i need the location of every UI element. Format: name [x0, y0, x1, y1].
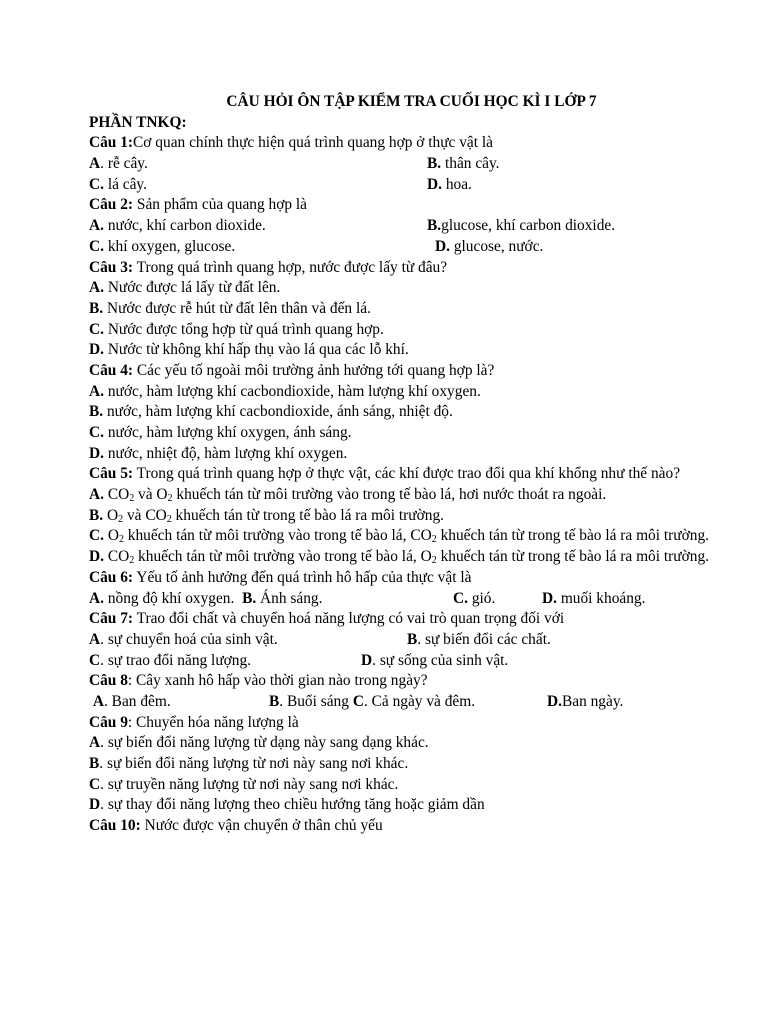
- option-a: [89, 382, 728, 403]
- option-text: khuếch tán từ môi trường vào trong tế bào lá, hơi nước thoát ra ngoài.: [172, 486, 607, 504]
- question-text: Yếu tố ảnh hưởng đến quá trình hô hấp của thực vật là: [133, 568, 472, 586]
- option-text: . sự biến đổi các chất.: [417, 630, 551, 648]
- option-label: A: [89, 734, 101, 752]
- option-text: Nước được tổng hợp từ quá trình quang hợp.: [103, 320, 384, 338]
- option-text: . sự trao đổi năng lượng.: [100, 651, 252, 669]
- option-a: [89, 693, 171, 710]
- q7-options-cd: [89, 651, 728, 672]
- option-label: B.: [427, 155, 442, 173]
- q1-options-ab: [89, 154, 728, 175]
- option-label: C.: [89, 424, 104, 441]
- option-label: D.: [89, 444, 104, 462]
- question-text: Sản phẩm của quang hợp là: [133, 196, 308, 214]
- option-c: [89, 423, 728, 444]
- option-d: [89, 795, 728, 816]
- option-text: O: [103, 506, 119, 524]
- option-label: A.: [89, 486, 104, 504]
- option-text: lá cây.: [103, 175, 147, 193]
- question-6: [89, 568, 728, 589]
- option-text: . sự biến đổi năng lượng từ dạng này sang dạng khác.: [100, 734, 429, 752]
- question-label: Câu 4:: [89, 361, 134, 379]
- section-heading: [89, 113, 728, 134]
- option-text: . Buổi sáng: [279, 693, 353, 711]
- option-text: hoa.: [441, 175, 472, 193]
- question-text: Nước được vận chuyển ở thân chủ yếu: [140, 817, 383, 835]
- option-text: và O: [134, 486, 168, 504]
- option-label: C.: [89, 175, 104, 193]
- option-label: C.: [89, 237, 104, 255]
- option-label: A.: [89, 382, 104, 400]
- option-label: A.: [89, 589, 104, 607]
- option-text: glucose, nước.: [449, 237, 544, 255]
- option-a: [89, 278, 728, 299]
- option-a: [89, 217, 266, 234]
- option-a: [89, 485, 728, 506]
- option-label: B.: [242, 589, 257, 607]
- question-label: Câu 7:: [89, 610, 134, 628]
- option-a: [89, 590, 234, 607]
- option-b: [89, 506, 728, 527]
- q2-options-cd: [89, 237, 728, 258]
- question-text: Trong quá trình quang hợp, nước được lấy từ đâu?: [133, 258, 448, 276]
- q7-options-ab: [89, 630, 728, 651]
- option-d: [361, 651, 508, 672]
- option-text: khuếch tán từ trong tế bào lá ra môi trường.: [436, 527, 710, 545]
- q8-options: [89, 692, 728, 713]
- question-label: Câu 8: [89, 672, 128, 690]
- option-a: [89, 631, 278, 648]
- option-label: A: [89, 155, 101, 173]
- option-text: CO: [103, 486, 130, 504]
- option-b: [89, 754, 728, 775]
- question-2: [89, 195, 728, 216]
- question-label: Câu 6:: [89, 568, 134, 586]
- question-label: Câu 10:: [89, 817, 141, 835]
- option-c: [89, 176, 147, 193]
- option-text: . sự thay đổi năng lượng theo chiều hướng tăng hoặc giảm dần: [100, 796, 485, 814]
- subscript: 2: [166, 513, 172, 525]
- question-5: [89, 464, 728, 485]
- option-b: [407, 630, 551, 651]
- option-d: [542, 589, 645, 610]
- option-label: D.: [435, 237, 450, 255]
- question-3: [89, 258, 728, 279]
- option-c: [89, 652, 251, 669]
- option-text: . Ban đêm.: [103, 693, 171, 711]
- subscript: 2: [118, 534, 124, 546]
- option-c: [89, 320, 728, 341]
- option-text: nước, hàm lượng khí cacbondioxide, ánh sáng, nhiệt độ.: [103, 403, 453, 421]
- option-label: B.: [89, 506, 104, 524]
- option-text: gió.: [467, 589, 496, 607]
- option-text: . sự biến đổi năng lượng từ nơi này sang nơi khác.: [99, 755, 409, 773]
- option-text: nước, hàm lượng khí cacbondioxide, hàm lượng khí oxygen.: [103, 382, 481, 400]
- question-7: [89, 609, 728, 630]
- question-label: Câu 2:: [89, 196, 134, 214]
- option-label: B.: [89, 403, 104, 421]
- subscript: 2: [167, 493, 173, 505]
- option-text: nồng độ khí oxygen.: [103, 589, 235, 607]
- option-label: C: [89, 651, 101, 669]
- option-text: Nước từ không khí hấp thụ vào lá qua các lỗ khí.: [103, 341, 409, 359]
- option-text: . sự chuyển hoá của sinh vật.: [100, 630, 278, 648]
- question-text: : Chuyển hóa năng lượng là: [127, 713, 299, 731]
- option-label: C.: [453, 589, 468, 607]
- q2-options-ab: [89, 216, 728, 237]
- option-text: . sự truyền năng lượng từ nơi này sang nơi khác.: [100, 775, 399, 793]
- option-b: [89, 402, 728, 423]
- option-text: . Cả ngày và đêm.: [363, 693, 476, 711]
- option-text: Ánh sáng.: [256, 589, 323, 607]
- option-label: B: [269, 693, 280, 711]
- question-text: Trao đổi chất và chuyển hoá năng lượng có vai trò quan trọng đối với: [133, 610, 565, 628]
- option-label: C.: [89, 527, 104, 545]
- option-text: glucose, khí carbon dioxide.: [441, 217, 616, 235]
- option-d: [89, 547, 728, 568]
- section-label: PHẦN TNKQ:: [89, 113, 187, 131]
- option-label: D.: [547, 693, 562, 711]
- option-text: muối khoáng.: [556, 589, 646, 607]
- option-text: và CO: [123, 506, 167, 524]
- question-text: Các yếu tố ngoài môi trường ảnh hưởng tới quang hợp là?: [133, 361, 495, 379]
- option-text: nước, nhiệt độ, hàm lượng khí oxygen.: [103, 444, 348, 462]
- option-c: [89, 238, 235, 255]
- option-d: [89, 444, 728, 465]
- option-label: A.: [89, 217, 104, 235]
- option-c: [89, 526, 728, 547]
- option-label: D.: [89, 341, 104, 359]
- q6-options: [89, 589, 728, 610]
- option-text: khuếch tán từ trong tế bào lá ra môi trường.: [436, 548, 710, 566]
- q1-options-cd: [89, 175, 728, 196]
- option-text: Ban ngày.: [561, 693, 624, 711]
- option-text: khuếch tán từ trong tế bào lá ra môi trường.: [171, 506, 444, 524]
- question-label: Câu 5:: [89, 465, 134, 483]
- option-d: [547, 692, 623, 713]
- option-label: A.: [89, 279, 104, 297]
- option-text: thân cây.: [441, 155, 500, 173]
- option-a: [89, 155, 148, 172]
- document-title: CÂU HỎI ÔN TẬP KIỂM TRA CUỐI HỌC KÌ I LỚP 7: [226, 93, 597, 110]
- option-text: khuếch tán từ môi trường vào trong tế bào lá, O: [134, 548, 432, 566]
- option-text: nước, khí carbon dioxide.: [103, 217, 266, 235]
- option-label: B.: [89, 299, 104, 317]
- option-c: [453, 589, 495, 610]
- question-10: [89, 816, 728, 837]
- question-label: Câu 9: [89, 713, 128, 731]
- question-text: : Cây xanh hô hấp vào thời gian nào trong ngày?: [127, 672, 428, 690]
- question-label: Câu 1:: [89, 134, 134, 152]
- option-text: khuếch tán từ môi trường vào trong tế bào lá, CO: [123, 527, 432, 545]
- option-b-c: [269, 692, 475, 713]
- subscript: 2: [431, 555, 437, 567]
- subscript: 2: [118, 513, 124, 525]
- option-label: B.: [427, 217, 442, 235]
- option-label: C: [352, 693, 364, 711]
- question-label: Câu 3:: [89, 258, 134, 276]
- question-9: [89, 713, 728, 734]
- option-label: C.: [89, 320, 104, 338]
- question-4: [89, 361, 728, 382]
- subscript: 2: [129, 555, 135, 567]
- option-label: D: [361, 651, 373, 669]
- option-d: [435, 237, 543, 258]
- option-text: O: [103, 527, 119, 545]
- option-label: C: [89, 775, 101, 793]
- option-text: khí oxygen, glucose.: [103, 237, 236, 255]
- option-text: Nước được rễ hút từ đất lên thân và đến lá.: [103, 299, 371, 317]
- subscript: 2: [431, 534, 437, 546]
- option-label: A: [89, 630, 101, 648]
- question-8: [89, 671, 728, 692]
- subscript: 2: [129, 493, 135, 505]
- option-d: [89, 340, 728, 361]
- option-b: [427, 216, 615, 237]
- option-text: nước, hàm lượng khí oxygen, ánh sáng.: [103, 424, 352, 441]
- question-1: [89, 133, 728, 154]
- option-b: [427, 154, 500, 175]
- option-b: [89, 299, 728, 320]
- option-text: . sự sống của sinh vật.: [372, 651, 509, 669]
- option-label: B: [89, 755, 100, 773]
- option-label: A: [92, 693, 104, 711]
- option-label: D.: [89, 548, 104, 566]
- option-label: B: [407, 630, 418, 648]
- question-text: Trong quá trình quang hợp ở thực vật, các khí được trao đổi qua khí khổng như thế nào?: [133, 465, 681, 483]
- option-text: Nước được lá lấy từ đất lên.: [103, 279, 281, 297]
- option-label: D.: [542, 589, 557, 607]
- question-text: Cơ quan chính thực hiện quá trình quang hợp ở thực vật là: [133, 134, 493, 152]
- option-a: [89, 733, 728, 754]
- option-d: [427, 175, 472, 196]
- option-label: D: [89, 796, 101, 814]
- option-b: [238, 590, 322, 607]
- option-text: CO: [103, 548, 130, 566]
- option-c: [89, 775, 728, 796]
- option-text: . rễ cây.: [100, 155, 148, 173]
- option-label: D.: [427, 175, 442, 193]
